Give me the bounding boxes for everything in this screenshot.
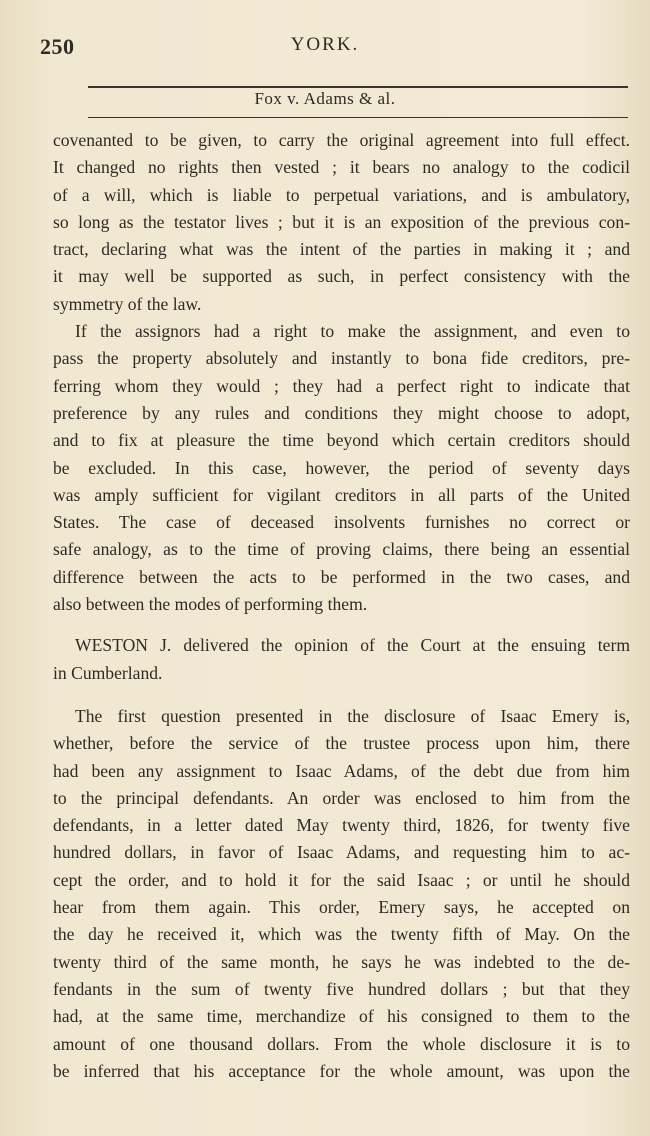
text-line: defendants, in a letter dated May twenty third, 1826, for twenty five	[53, 815, 630, 836]
text-line: States. The case of deceased insolvents furnishes no correct or	[53, 512, 630, 533]
text-line: The first question presented in the disclosure of Isaac Emery is,	[75, 705, 630, 726]
text-line: had been any assignment to Isaac Adams, of the debt due from him	[53, 760, 630, 781]
text-line: whether, before the service of the trustee process upon him, there	[53, 733, 630, 754]
running-head: YORK.	[290, 34, 360, 55]
text-line: of a will, which is liable to perpetual variations, and is ambulatory,	[53, 184, 630, 205]
text-line: hundred dollars, in favor of Isaac Adams, and requesting him to ac-	[53, 842, 630, 863]
paragraph	[53, 703, 630, 1085]
text-line: twenty third of the same month, he says he was indebted to the de-	[53, 951, 630, 972]
text-line: it may well be supported as such, in perfect consistency with the	[53, 266, 630, 287]
text-line: had, at the same time, merchandize of his consigned to them to the	[53, 1006, 630, 1027]
text-line: also between the modes of performing them.	[53, 594, 368, 615]
text-line: If the assignors had a right to make the assignment, and even to	[75, 321, 630, 342]
text-line: so long as the testator lives ; but it is an exposition of the previous con-	[53, 211, 630, 232]
text-line: ferring whom they would ; they had a perfect right to indicate that	[53, 375, 630, 396]
text-line: amount of one thousand dollars. From the whole disclosure it is to	[53, 1033, 630, 1054]
text-line: was amply sufficient for vigilant creditors in all parts of the United	[53, 484, 630, 505]
text-line: WESTON J. delivered the opinion of the Court at the ensuing term	[75, 635, 630, 656]
text-line: cept the order, and to hold it for the said Isaac ; or until he should	[53, 869, 630, 890]
text-line: and to fix at pleasure the time beyond which certain creditors should	[53, 430, 630, 451]
text-line: be excluded. In this case, however, the period of seventy days	[53, 457, 630, 478]
text-line: fendants in the sum of twenty five hundred dollars ; but that they	[53, 978, 630, 999]
text-line: the day he received it, which was the twenty fifth of May. On the	[53, 924, 630, 945]
header-rule	[88, 86, 628, 88]
body-text	[53, 127, 630, 1085]
text-line: symmetry of the law.	[53, 293, 202, 314]
paragraph	[53, 318, 630, 618]
paragraph-gap	[53, 618, 630, 632]
text-line: in Cumberland.	[53, 662, 163, 683]
text-line: safe analogy, as to the time of proving claims, there being an essential	[53, 539, 630, 560]
paragraph	[53, 127, 630, 318]
text-line: It changed no rights then vested ; it bears no analogy to the codicil	[53, 157, 630, 178]
case-name-rule	[88, 117, 628, 118]
text-line: hear from them again. This order, Emery says, he accepted on	[53, 897, 630, 918]
text-line: covenanted to be given, to carry the original agreement into full effect.	[53, 130, 630, 150]
case-name: Fox v. Adams & al.	[254, 89, 396, 108]
text-line: tract, declaring what was the intent of the parties in making it ; and	[53, 239, 630, 260]
text-line: be inferred that his acceptance for the whole amount, was upon the	[53, 1060, 630, 1081]
text-line: pass the property absolutely and instantly to bona fide creditors, pre-	[53, 348, 630, 369]
text-line: to the principal defendants. An order was enclosed to him from the	[53, 787, 630, 808]
text-line: preference by any rules and conditions they might choose to adopt,	[53, 402, 630, 423]
paragraph-gap	[53, 687, 630, 703]
text-line: difference between the acts to be performed in the two cases, and	[53, 566, 630, 587]
paragraph	[53, 632, 630, 687]
page-number: 250	[40, 34, 75, 59]
